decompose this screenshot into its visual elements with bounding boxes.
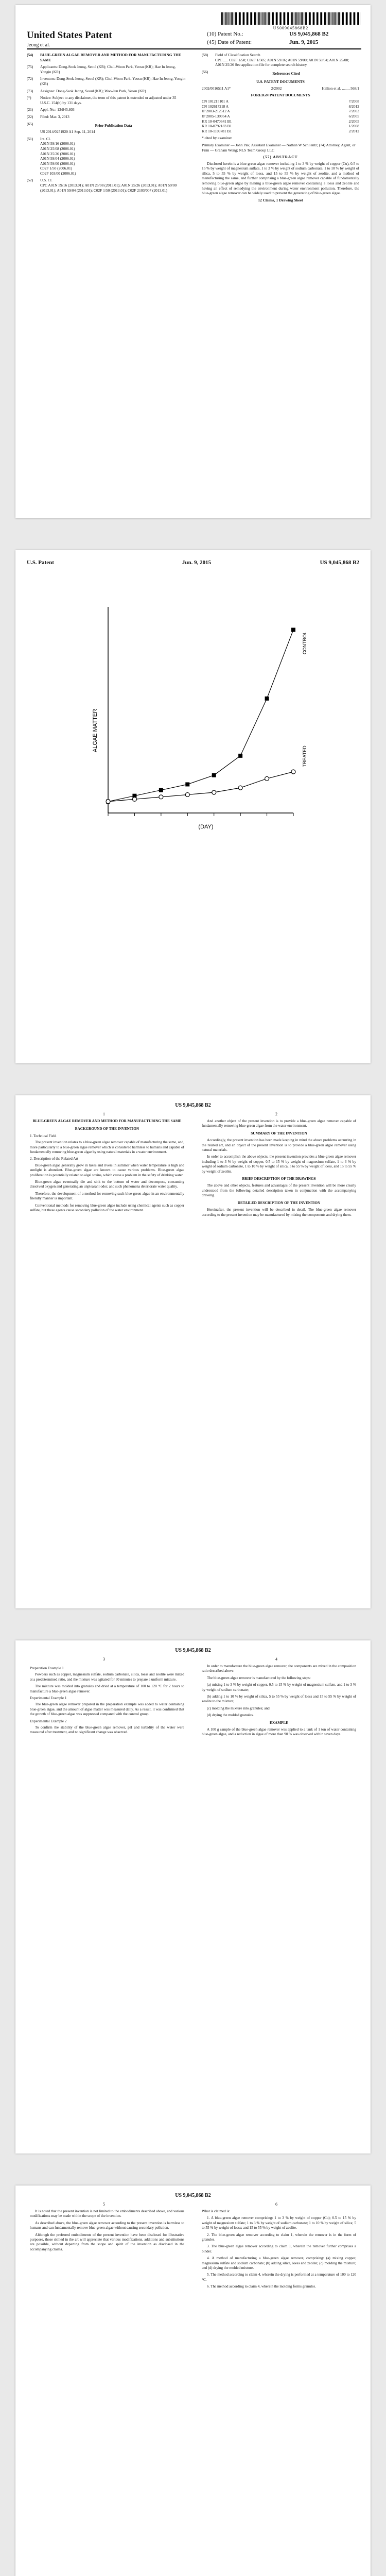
page5-right-column xyxy=(202,2209,356,2292)
patent-page-3 xyxy=(15,1095,371,1608)
abstract-title: ABSTRACT xyxy=(273,155,298,160)
drawing-header-number: US 9,045,868 B2 xyxy=(320,560,359,566)
int-cl-title: Int. Cl. xyxy=(40,136,51,141)
int-cl-entry: A01N 59/00 (2006.01) xyxy=(40,161,75,166)
data-point-series-2 xyxy=(212,790,216,794)
us-docs-title: U.S. PATENT DOCUMENTS xyxy=(256,79,305,84)
page3-right-column xyxy=(202,1119,356,1219)
paragraph: As described above, the blue-green algae remover according to the present invention is harmless to humans and can fundamentally remove blue-green algae without causing secondary pollution. xyxy=(30,2221,184,2230)
patent-title: BLUE-GREEN ALGAE REMOVER AND METHOD FOR MANUFACTURING THE SAME xyxy=(40,53,181,62)
column-number: 4 xyxy=(275,1657,277,1662)
foreign-doc-row: CN 102617218 A 8/2012 xyxy=(202,104,359,109)
paragraph: The blue-green algae remover prepared in the preparation example was added to water containing blue-green algae, and the amount of algae matter was measured daily. As a result, it was confirmed that the growth of blue-green algae was suppressed compared with the control group. xyxy=(30,1702,184,1717)
subheading: Experimental Example 1 xyxy=(30,1696,67,1701)
column-number: 6 xyxy=(275,2202,277,2207)
us-cl-title: U.S. Cl. xyxy=(40,178,52,183)
foreign-doc-row: KR 10-1109781 B1 2/2012 xyxy=(202,128,359,133)
notice: Notice: Subject to any disclaimer, the term of this patent is extended or adjusted under 35 U.S.C. 154(b) by 131 days. xyxy=(40,95,177,105)
foreign-docs-title: FOREIGN PATENT DOCUMENTS xyxy=(251,92,310,97)
claim: 3. The blue-green algae remover according to claim 1, wherein the remover further comprises a binder. xyxy=(202,2244,356,2253)
foreign-doc-row: JP 2005-139054 A 6/2005 xyxy=(202,113,359,118)
assignee: Assignee: Dong-Seok Jeong, Seoul (KR); Woo-Jun Park, Yeosu (KR) xyxy=(40,88,146,93)
data-point-series-1 xyxy=(212,773,216,777)
page4-left-column xyxy=(30,1664,184,1737)
examiners: Primary Examiner — John Pak; Assistant Examiner — Nathan W Schlientz; (74) Attorney, Agent, or Firm — Graham Wong; NLS Team Group LLC xyxy=(202,142,356,152)
prior-publication: US 2014/0251920 A1 Sep. 11, 2014 xyxy=(40,129,95,134)
paragraph: Although the preferred embodiments of the present invention have been disclosed for illustrative purposes, those skilled in the art will appreciate that various modifications, additions and substitutions are possible, without departing from the scope and spirit of the invention as disclosed in the accompanying claims. xyxy=(30,2232,184,2251)
paragraph: Blue-green algae eventually die and sink to the bottom of water and decompose, consuming dissolved oxygen and generating an unpleasant odor, and such phenomena deteriorate water quality. xyxy=(30,1180,184,1189)
column-number: 3 xyxy=(103,1657,105,1662)
claim: 2. The blue-green algae remover according to claim 1, wherein the remover is in the form of granules. xyxy=(202,2232,356,2242)
page4-right-column xyxy=(202,1664,356,1739)
spec-title: BLUE-GREEN ALGAE REMOVER AND METHOD FOR MANUFACTURING THE SAME xyxy=(32,1119,182,1123)
paragraph: A 100 g sample of the blue-green algae remover was applied to a tank of 1 ton of water containing blue-green algae, and a reduction in algae of more than 90 % was observed within seven days. xyxy=(202,1727,356,1737)
paragraph: (c) molding the mixture into granules; and xyxy=(207,1706,270,1710)
patent-date: Jun. 9, 2015 xyxy=(289,39,319,45)
inventors: Inventors: Dong-Seok Jeong, Seoul (KR); Chul-Woon Park, Yeosu (KR); Hae In Jeong, Yongin (KR) xyxy=(40,76,186,86)
paragraph: In order to accomplish the above objects, the present invention provides a blue-green algae remover including 1 to 3 % by weight of copper, 0.5 to 15 % by weight of magnesium sulfate, 1 to 3 % by weight of sodium carbonate, 1 to 10 % by weight of silica, 5 to 55 % by weight of loess, and 15 to 55 % by weight of zeolite. xyxy=(202,1155,356,1174)
patent-number-label: (10) Patent No.: xyxy=(207,31,243,37)
heading-related-art: 2. Description of the Related Art xyxy=(30,1157,78,1161)
patent-page-5 xyxy=(15,2185,371,2576)
subheading: Preparation Example 1 xyxy=(30,1666,64,1670)
us-doc-row: 2002/0016511 A1* 2/2002 Hillion et al. ........ 568/1 xyxy=(202,86,359,91)
page3-left-column xyxy=(30,1119,184,1215)
patent-page-2 xyxy=(15,550,371,1063)
data-point-series-2 xyxy=(238,786,242,790)
heading-field: 1. Technical Field xyxy=(30,1133,57,1138)
barcode xyxy=(221,12,360,25)
applicants: Applicants: Dong-Seok Jeong, Seoul (KR); Chul-Woon Park, Yeosu (KR); Hae In Jeong, Yongin (KR) xyxy=(40,64,176,74)
data-point-series-2 xyxy=(132,797,136,801)
heading-summary: SUMMARY OF THE INVENTION xyxy=(251,1131,307,1136)
data-point-series-2 xyxy=(185,792,189,796)
page5-header: US 9,045,868 B2 xyxy=(175,2193,211,2198)
field-title: Field of Classification Search xyxy=(215,53,260,57)
paragraph: The above and other objects, features and advantages of the present invention will be more clearly understood from the following detailed description taken in conjunction with the accompanying drawing. xyxy=(202,1183,356,1198)
claim: 1. A blue-green algae remover comprising: 1 to 3 % by weight of copper (Cu); 0.5 to 15 % by weight of magnesium sulfate; 1 to 3 % by weight of sodium carbonate; 1 to 10 % by weight of silica; 5 to 55 % by weight of loess; and 15 to 55 % by weight of zeolite. xyxy=(202,2216,356,2230)
paragraph: Hereinafter, the present invention will be described in detail. The blue-green algae remover according to the present invention may be manufactured by mixing the components and drying them. xyxy=(202,1208,356,1217)
patent-page-4 xyxy=(15,1640,371,2154)
series-line-1 xyxy=(108,630,293,801)
paragraph: Therefore, the development of a method for removing such blue-green algae in an environmentally friendly manner is important. xyxy=(30,1191,184,1201)
page5-left-column xyxy=(30,2209,184,2254)
int-cl-entry: A01N 59/16 (2006.01) xyxy=(40,141,75,146)
heading-background: BACKGROUND OF THE INVENTION xyxy=(75,1127,139,1131)
heading-example: EXAMPLE xyxy=(270,1720,288,1725)
data-point-series-1 xyxy=(238,754,242,758)
data-point-series-1 xyxy=(185,782,189,786)
data-point-series-2 xyxy=(291,770,295,774)
data-point-series-1 xyxy=(265,697,269,701)
page3-header: US 9,045,868 B2 xyxy=(175,1103,211,1108)
int-cl-entry: C02F 1/50 (2006.01) xyxy=(40,166,73,171)
references-title: References Cited xyxy=(272,71,300,76)
biblio-left-column: (54) BLUE-GREEN ALGAE REMOVER AND METHOD FOR MANUFACTURING THE SAME (75) Applicants: Dong-Seok Jeong, Seoul (KR); Chul-Woon Park, Yeosu (KR); Hae In Jeong, Yongin (KR) (72) Inventors: Dong-Seok Jeong, Seoul (KR); Chul-Woon Park, Yeosu (KR); Hae In Jeong, Yongin (KR) (73) Assignee: Dong-Seok Jeong, Seoul (KR); Woo-Jun Park, Yeosu (KR) (*) Notice: Subject to any disclaimer, the term of this patent is extended or adjusted under 35 U.S.C. 154(b) by 131 days. (21) Appl. No.: 13/845,803 (22) Filed: Mar. 3, 2013 (65) Prior Publication Data US 2014/0251920 A1 Sep. 11, 2014 (51) Int. Cl. A01N 59/16 (2006.01) A01N 25/08 (2006.01) A01N 25/26 (2006.01) A01N 59/04 (2006.01) A01N 59/00 (2006.01) C02F 1/50 (2006.01) C02F 103/00 (2006.01) (52) U.S. Cl. CPC A01N 59/16 (2013.01); A01N 25/08 (2013.01); A01N 25/26 (2013.01); A01N 59/00 (2013.01); A01N 59/04 (2013.01); C02F 1/50 (2013.01); C02F 2103/007 (2013.01) xyxy=(27,53,189,195)
header-rule xyxy=(27,48,361,49)
paragraph: And another object of the present invention is to provide a blue-green algae remover capable of fundamentally removing blue-green algae from the water environment. xyxy=(202,1119,356,1128)
foreign-doc-row: KR 10-0792183 B1 1/2008 xyxy=(202,124,359,129)
legend-control: CONTROL xyxy=(302,631,307,655)
algae-chart xyxy=(51,586,329,844)
heading-drawings: BRIEF DESCRIPTION OF THE DRAWINGS xyxy=(242,1177,316,1181)
paragraph: The blue-green algae remover is manufactured by the following steps: xyxy=(207,1675,311,1680)
x-axis-label: (DAY) xyxy=(198,824,214,830)
field-of-search: CPC ..... C02F 1/50; C02F 1/505; A01N 59/16; A01N 59/00; A01N 59/04; A01N 25/08; A01N 25/26 See application file for complete search history. xyxy=(215,57,349,67)
foreign-doc-row: JP 2003-212512 A 7/2003 xyxy=(202,109,359,114)
inventor-line: Jeong et al. xyxy=(27,42,50,48)
paragraph: Blue-green algae generally grow in lakes and rivers in summer when water temperature is high and sunlight is abundant. Blue-green algae are known to cause various problems. Blue-green algae proliferation is potentially related to algal toxins, which cause a problem in the safety of drinking water. xyxy=(30,1163,184,1177)
paragraph: (a) mixing 1 to 3 % by weight of copper, 0.5 to 15 % by weight of magnesium sulfate, and 1 to 3 % by weight of sodium carbonate; xyxy=(202,1683,356,1692)
paragraph: It is noted that the present invention is not limited to the embodiments described above, and various modifications may be made within the scope of the invention. xyxy=(30,2209,184,2218)
paragraph: Powders such as copper, magnesium sulfate, sodium carbonate, silica, loess and zeolite were mixed at a predetermined ratio, and the mixture was agitated for 30 minutes to prepare a uniform mixture. xyxy=(30,1672,184,1682)
data-point-series-1 xyxy=(291,628,295,632)
header-left xyxy=(27,30,197,48)
foreign-doc-row: CN 101215101 A 7/2008 xyxy=(202,99,359,104)
patent-country: United States Patent xyxy=(27,30,112,41)
int-cl-entry: A01N 59/04 (2006.01) xyxy=(40,156,75,161)
paragraph: In order to manufacture the blue-green algae remover, the components are mixed in the composition ratio described above. xyxy=(202,1664,356,1673)
abstract-text: Disclosed herein is a blue-green algae remover including 1 to 3 % by weight of copper (Cu), 0.5 to 15 % by weight of magnesium sulfate, 1 to 3 % by weight of sodium carbonate, 1 to 10 % by weight of silica, 5 to 55 % by weight of loess, and 15 to 55 % by weight of zeolite, and a method of manufacturing the same, and further comprising a blue-green algae remover capable of fundamentally removing blue-green algae by making a blue-green algae remover containing a loess and zeolite and having an effect of remedying the environment during water environment pollution. Therefore, the blue-green algae remover can be widely used to prevent the generating of blue-green algae. xyxy=(202,161,359,196)
drawing-header-date: Jun. 9, 2015 xyxy=(182,560,212,566)
data-point-series-2 xyxy=(159,795,163,799)
paragraph: The present invention relates to a blue-green algae remover capable of manufacturing the same, and, more particularly to a blue-green algae remover which is considered harmless to humans and capable of fundamentally removing blue-green algae by using natural materials in a water environment. xyxy=(30,1140,184,1155)
paragraph: Conventional methods for removing blue-green algae include using chemical agents such as copper sulfate, but these agents cause secondary pollution of the water environment. xyxy=(30,1203,184,1213)
legend-treated: TREATED xyxy=(302,745,307,767)
column-number: 2 xyxy=(275,1112,277,1116)
claim: 5. The method according to claim 4, wherein the drying is performed at a temperature of 100 to 120 °C. xyxy=(202,2273,356,2282)
patent-number: US 9,045,868 B2 xyxy=(289,31,329,37)
barcode-number: US009045868B2 xyxy=(273,26,309,30)
claim: 4. A method of manufacturing a blue-green algae remover, comprising: (a) mixing copper, magnesium sulfate and sodium carbonate; (b) adding silica, loess and zeolite; (c) molding the mixture; and (d) drying the molded mixture. xyxy=(202,2256,356,2270)
int-cl-entry: A01N 25/08 (2006.01) xyxy=(40,146,75,151)
y-axis-label: ALGAE MATTER xyxy=(92,708,98,753)
claims-note: 12 Claims, 1 Drawing Sheet xyxy=(258,197,303,202)
heading-detailed: DETAILED DESCRIPTION OF THE INVENTION xyxy=(237,1200,321,1205)
subheading: Experimental Example 2 xyxy=(30,1719,67,1723)
biblio-right-column: (58) Field of Classification Search CPC ..... C02F 1/50; C02F 1/505; A01N 59/16; A01N 59/00; A01N 59/04; A01N 25/08; A01N 25/26 See application file for complete search history. (56) References Cited U.S. PATENT DOCUMENTS 2002/0016511 A1* 2/2002 Hillion et al. ........ 568/1 FOREIGN PATENT DOCUMENTS CN 101215101 A 7/2008 CN 102617218 A 8/2012 JP 2003-212512 A 7/2003 JP 2005-139054 A 6/2005 KR 10-0470641 B1 2/2005 KR 10-0792183 B1 1/2008 KR 10-1109781 B1 2/2012 * cited by examiner Primary Examiner — John Pak; Assistant Examiner — Nathan W Schlientz; (74) Attorney, Agent, or Firm — Graham Wong; NLS Team Group LLC (57) ABSTRACT Disclosed herein is a blue-green algae remover including 1 to 3 % by weight of copper (Cu), 0.5 to 15 % by weight of magnesium sulfate, 1 to 3 % by weight of sodium carbonate, 1 to 10 % by weight of silica, 5 to 55 % by weight of loess, and 15 to 55 % by weight of zeolite, and a method of manufacturing the same, and further comprising a blue-green algae remover capable of fundamentally removing blue-green algae by making a blue-green algae remover containing a loess and zeolite and having an effect of remedying the environment during water environment pollution. Therefore, the blue-green algae remover can be widely used to prevent the generating of blue-green algae. 12 Claims, 1 Drawing Sheet xyxy=(202,53,359,202)
data-point-series-2 xyxy=(106,800,110,804)
header-right xyxy=(207,30,361,46)
prior-publication-title: Prior Publication Data xyxy=(95,123,132,128)
paragraph: Accordingly, the present invention has been made keeping in mind the above problems occurring in the related art, and an object of the present invention is to provide a blue-green algae remover using natural materials. xyxy=(202,1138,356,1153)
column-number: 1 xyxy=(103,1112,105,1116)
foreign-doc-row: KR 10-0470641 B1 2/2005 xyxy=(202,118,359,124)
paragraph: (b) adding 1 to 10 % by weight of silica, 5 to 55 % by weight of loess and 15 to 55 % by weight of zeolite to the mixture; xyxy=(202,1694,356,1704)
column-number: 5 xyxy=(103,2202,105,2207)
application-number: Appl. No.: 13/845,803 xyxy=(40,107,75,112)
page4-header: US 9,045,868 B2 xyxy=(175,1648,211,1653)
us-cl: CPC A01N 59/16 (2013.01); A01N 25/08 (2013.01); A01N 25/26 (2013.01); A01N 59/00 (2013.01); A01N 59/04 (2013.01); C02F 1/50 (2013.01); C02F 2103/007 (2013.01) xyxy=(40,183,177,193)
claim: 6. The method according to claim 4, wherein the molding forms granules. xyxy=(207,2284,316,2289)
paragraph: (d) drying the molded granules. xyxy=(207,1713,254,1718)
paragraph: The mixture was molded into granules and dried at a temperature of 100 to 120 °C for 2 hours to manufacture a blue-green algae remover. xyxy=(30,1684,184,1693)
filed-date: Filed: Mar. 3, 2013 xyxy=(40,114,69,119)
int-cl-entry: A01N 25/26 (2006.01) xyxy=(40,151,75,156)
int-cl-entry: C02F 103/00 (2006.01) xyxy=(40,171,76,176)
patent-page-1 xyxy=(15,5,371,518)
patent-date-label: (45) Date of Patent: xyxy=(207,39,252,45)
drawing-header-left: U.S. Patent xyxy=(27,560,54,566)
cited-note: * cited by examiner xyxy=(202,135,232,141)
data-point-series-2 xyxy=(265,776,269,781)
paragraph: To confirm the stability of the blue-green algae remover, pH and turbidity of the water were measured after treatment, and no significant change was observed. xyxy=(30,1725,184,1735)
data-point-series-1 xyxy=(159,788,163,792)
claims-intro: What is claimed is: xyxy=(202,2209,231,2213)
